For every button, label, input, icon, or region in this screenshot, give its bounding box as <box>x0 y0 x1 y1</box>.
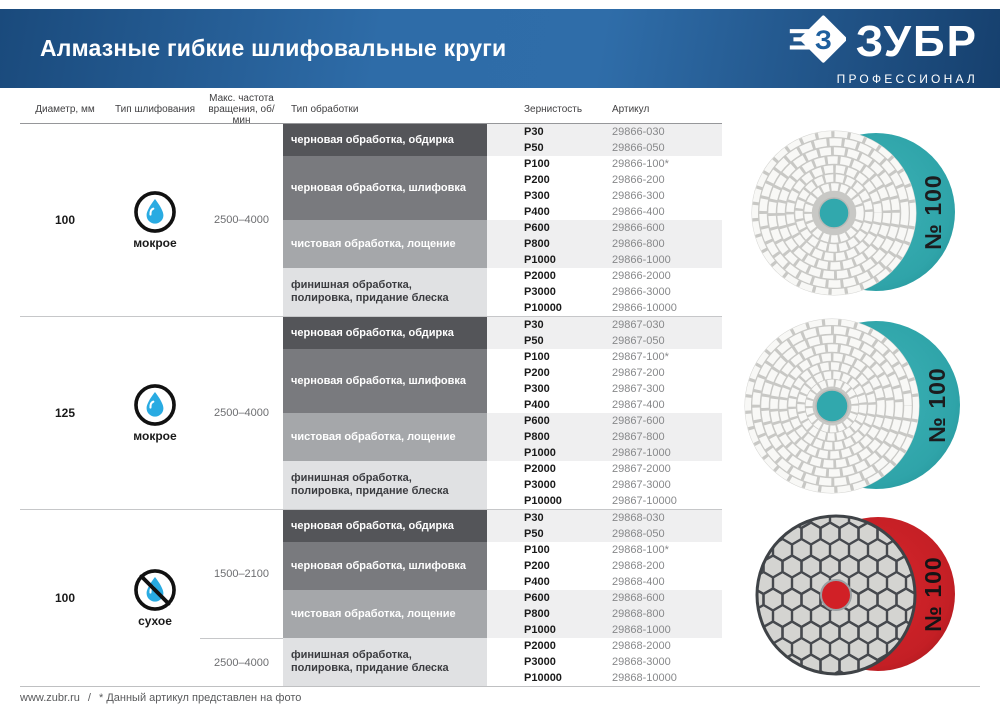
polishing-pad-honeycomb <box>757 516 915 674</box>
operation-group <box>283 349 722 413</box>
grit-value: P200 <box>524 174 550 186</box>
table-row <box>487 654 722 670</box>
col-header-diameter: Диаметр, мм <box>35 103 95 115</box>
grit-rows <box>487 510 722 542</box>
pad-size-label: № 100 <box>924 367 950 443</box>
grit-rows <box>487 268 722 316</box>
grit-rows <box>487 638 722 686</box>
water-drop-icon <box>133 383 177 427</box>
article-value: 29866-10000 <box>612 302 677 314</box>
polishing-pad-mosaic <box>745 319 919 493</box>
article-value: 29868-400 <box>612 576 665 588</box>
operation-type-label: черновая обработка, шлифовка <box>291 559 467 572</box>
article-value: 29868-3000 <box>612 656 671 668</box>
operation-type-label: финишная обработка, полировка, придание блеска <box>291 649 449 674</box>
operation-type-cell <box>283 124 487 156</box>
pad-size-label: № 100 <box>920 556 946 632</box>
table-row <box>487 365 722 381</box>
grit-rows <box>487 124 722 156</box>
article-value: 29867-100* <box>612 351 669 363</box>
table-row <box>487 349 722 365</box>
table-row <box>487 445 722 461</box>
article-value: 29868-800 <box>612 608 665 620</box>
operation-type-label: черновая обработка, обдирка <box>291 133 454 146</box>
operation-type-cell <box>283 638 487 686</box>
operation-group <box>283 268 722 316</box>
grit-rows <box>487 590 722 638</box>
table-row <box>487 493 722 509</box>
section-operation-groups <box>283 510 722 686</box>
table-row <box>487 172 722 188</box>
table-body <box>20 124 722 686</box>
operation-type-label: черновая обработка, обдирка <box>291 519 454 532</box>
article-value: 29868-10000 <box>612 672 677 684</box>
grit-value: P400 <box>524 399 550 411</box>
col-header-grit: Зернистость <box>524 103 583 115</box>
operation-group <box>283 461 722 509</box>
operation-type-label: черновая обработка, шлифовка <box>291 374 467 387</box>
article-value: 29867-800 <box>612 431 665 443</box>
article-value: 29868-2000 <box>612 640 671 652</box>
speed-value: 2500–4000 <box>200 638 283 686</box>
article-value: 29867-200 <box>612 367 665 379</box>
table-row <box>487 188 722 204</box>
grit-value: P100 <box>524 351 550 363</box>
operation-type-cell <box>283 542 487 590</box>
spec-table <box>20 92 722 686</box>
center-hole <box>821 580 851 610</box>
operation-group <box>283 542 722 590</box>
grit-value: P3000 <box>524 656 556 668</box>
article-value: 29866-100* <box>612 158 669 170</box>
grit-rows <box>487 461 722 509</box>
article-value: 29866-050 <box>612 142 665 154</box>
grit-value: P600 <box>524 592 550 604</box>
speed-cell-group <box>200 510 283 686</box>
page-footer <box>20 692 301 704</box>
operation-group <box>283 413 722 461</box>
col-header-operation: Тип обработки <box>291 103 359 115</box>
article-value: 29866-3000 <box>612 286 671 298</box>
footer-slash: / <box>87 692 91 704</box>
grit-value: P1000 <box>524 624 556 636</box>
article-value: 29867-030 <box>612 319 665 331</box>
grit-rows <box>487 413 722 461</box>
table-row <box>487 638 722 654</box>
article-value: 29866-800 <box>612 238 665 250</box>
speed-value: 1500–2100 <box>213 568 270 580</box>
grit-value: P600 <box>524 222 550 234</box>
article-value: 29866-200 <box>612 174 665 186</box>
table-row <box>487 236 722 252</box>
product-photo-wet-pad-100 <box>733 120 985 311</box>
article-value: 29867-1000 <box>612 447 671 459</box>
section-operation-groups <box>283 317 722 509</box>
table-row <box>487 284 722 300</box>
diameter-cell: 100 <box>54 213 76 227</box>
article-value: 29866-600 <box>612 222 665 234</box>
grit-value: P30 <box>524 126 544 138</box>
diameter-cell: 125 <box>54 406 76 420</box>
grit-rows <box>487 349 722 413</box>
pad-size-label: № 100 <box>920 174 946 250</box>
grit-value: P300 <box>524 190 550 202</box>
grinding-type-label: сухое <box>138 614 172 628</box>
table-row <box>487 461 722 477</box>
grit-value: P100 <box>524 158 550 170</box>
article-value: 29867-10000 <box>612 495 677 507</box>
page-title: Алмазные гибкие шлифовальные круги <box>40 35 507 61</box>
grit-rows <box>487 220 722 268</box>
table-row <box>487 429 722 445</box>
operation-type-cell <box>283 268 487 316</box>
table-row <box>487 317 722 333</box>
article-value: 29868-600 <box>612 592 665 604</box>
page-header <box>0 9 1000 88</box>
grit-value: P50 <box>524 528 544 540</box>
operation-group <box>283 510 722 542</box>
table-row <box>487 252 722 268</box>
article-value: 29867-400 <box>612 399 665 411</box>
grit-value: P50 <box>524 335 544 347</box>
speed-cell-group <box>200 317 283 509</box>
grit-value: P1000 <box>524 447 556 459</box>
operation-type-cell <box>283 461 487 509</box>
polishing-pad-mosaic <box>752 131 916 295</box>
speed-value: 2500–4000 <box>213 214 270 226</box>
operation-type-label: черновая обработка, обдирка <box>291 326 454 339</box>
grinding-type-cell <box>110 510 200 686</box>
table-row <box>487 300 722 316</box>
article-value: 29866-300 <box>612 190 665 202</box>
grit-value: P1000 <box>524 254 556 266</box>
grinding-type-cell <box>110 317 200 509</box>
grit-value: P800 <box>524 431 550 443</box>
grit-value: P3000 <box>524 479 556 491</box>
grit-value: P200 <box>524 560 550 572</box>
grit-value: P10000 <box>524 495 562 507</box>
grinding-type-cell <box>110 124 200 316</box>
grit-value: P10000 <box>524 672 562 684</box>
grit-value: P2000 <box>524 640 556 652</box>
table-row <box>487 510 722 526</box>
col-header-article: Артикул <box>612 103 650 115</box>
grit-value: P400 <box>524 576 550 588</box>
operation-type-cell <box>283 156 487 220</box>
table-row <box>487 268 722 284</box>
table-row <box>487 413 722 429</box>
article-value: 29866-030 <box>612 126 665 138</box>
operation-type-label: чистовая обработка, лощение <box>291 607 456 620</box>
grit-value: P30 <box>524 319 544 331</box>
article-value: 29866-1000 <box>612 254 671 266</box>
operation-type-label: финишная обработка, полировка, придание блеска <box>291 472 449 497</box>
operation-group <box>283 638 722 686</box>
grit-value: P3000 <box>524 286 556 298</box>
grit-value: P300 <box>524 383 550 395</box>
table-section <box>20 316 722 509</box>
brand-logo <box>788 14 978 86</box>
article-value: 29867-300 <box>612 383 665 395</box>
grit-value: P400 <box>524 206 550 218</box>
center-hole <box>819 198 849 228</box>
operation-group <box>283 317 722 349</box>
table-row <box>487 606 722 622</box>
article-value: 29866-2000 <box>612 270 671 282</box>
table-row <box>487 622 722 638</box>
operation-type-label: чистовая обработка, лощение <box>291 430 456 443</box>
article-value: 29867-050 <box>612 335 665 347</box>
grit-rows <box>487 542 722 590</box>
operation-group <box>283 124 722 156</box>
operation-group <box>283 590 722 638</box>
table-header-row <box>20 92 722 126</box>
operation-type-cell <box>283 220 487 268</box>
table-row <box>487 156 722 172</box>
table-row <box>487 670 722 686</box>
table-row <box>487 204 722 220</box>
section-left-columns <box>20 317 283 509</box>
grit-value: P200 <box>524 367 550 379</box>
col-header-max-speed: Макс. частота вращения, об/мин <box>208 92 275 126</box>
table-row <box>487 526 722 542</box>
brand-subtitle: ПРОФЕССИОНАЛ <box>836 71 978 86</box>
website-text: www.zubr.ru <box>20 692 80 704</box>
operation-type-cell <box>283 317 487 349</box>
table-row <box>487 590 722 606</box>
operation-type-cell <box>283 349 487 413</box>
grit-value: P30 <box>524 512 544 524</box>
table-row <box>487 333 722 349</box>
section-left-columns <box>20 510 283 686</box>
footnote-text: * Данный артикул представлен на фото <box>98 692 302 704</box>
product-photo-wet-pad-125 <box>727 308 989 509</box>
zubr-diamond-icon <box>788 14 846 71</box>
col-header-grind-type: Тип шлифования <box>115 103 195 115</box>
grit-value: P800 <box>524 608 550 620</box>
grit-value: P2000 <box>524 270 556 282</box>
table-row <box>487 140 722 156</box>
grit-value: P600 <box>524 415 550 427</box>
article-value: 29867-3000 <box>612 479 671 491</box>
table-section <box>20 124 722 316</box>
grit-value: P800 <box>524 238 550 250</box>
table-row <box>487 397 722 413</box>
operation-type-label: черновая обработка, шлифовка <box>291 181 467 194</box>
product-photo-dry-pad-100 <box>735 506 987 689</box>
article-value: 29868-200 <box>612 560 665 572</box>
operation-group <box>283 156 722 220</box>
article-value: 29868-1000 <box>612 624 671 636</box>
diameter-cell: 100 <box>54 591 76 605</box>
grit-rows <box>487 156 722 220</box>
article-value: 29868-030 <box>612 512 665 524</box>
table-row <box>487 574 722 590</box>
operation-type-label: финишная обработка, полировка, придание блеска <box>291 279 449 304</box>
operation-type-label: чистовая обработка, лощение <box>291 237 456 250</box>
water-drop-icon <box>133 190 177 234</box>
section-left-columns <box>20 124 283 316</box>
operation-type-cell <box>283 510 487 542</box>
speed-value: 2500–4000 <box>213 407 270 419</box>
grinding-type-label: мокрое <box>133 429 177 443</box>
grit-value: P100 <box>524 544 550 556</box>
table-row <box>487 220 722 236</box>
svg-text:З: З <box>814 23 832 55</box>
table-row <box>487 477 722 493</box>
operation-type-cell <box>283 413 487 461</box>
grit-rows <box>487 317 722 349</box>
center-hole <box>816 390 848 422</box>
table-section <box>20 509 722 686</box>
article-value: 29867-2000 <box>612 463 671 475</box>
article-value: 29866-400 <box>612 206 665 218</box>
no-water-drop-icon <box>133 568 177 612</box>
article-value: 29868-050 <box>612 528 665 540</box>
table-row <box>487 124 722 140</box>
article-value: 29868-100* <box>612 544 669 556</box>
table-row <box>487 542 722 558</box>
speed-cell-group <box>200 124 283 316</box>
article-value: 29867-600 <box>612 415 665 427</box>
grit-value: P10000 <box>524 302 562 314</box>
grit-value: P50 <box>524 142 544 154</box>
grit-value: P2000 <box>524 463 556 475</box>
section-operation-groups <box>283 124 722 316</box>
table-row <box>487 381 722 397</box>
brand-name: ЗУБР <box>855 17 978 66</box>
operation-type-cell <box>283 590 487 638</box>
table-row <box>487 558 722 574</box>
grinding-type-label: мокрое <box>133 236 177 250</box>
operation-group <box>283 220 722 268</box>
